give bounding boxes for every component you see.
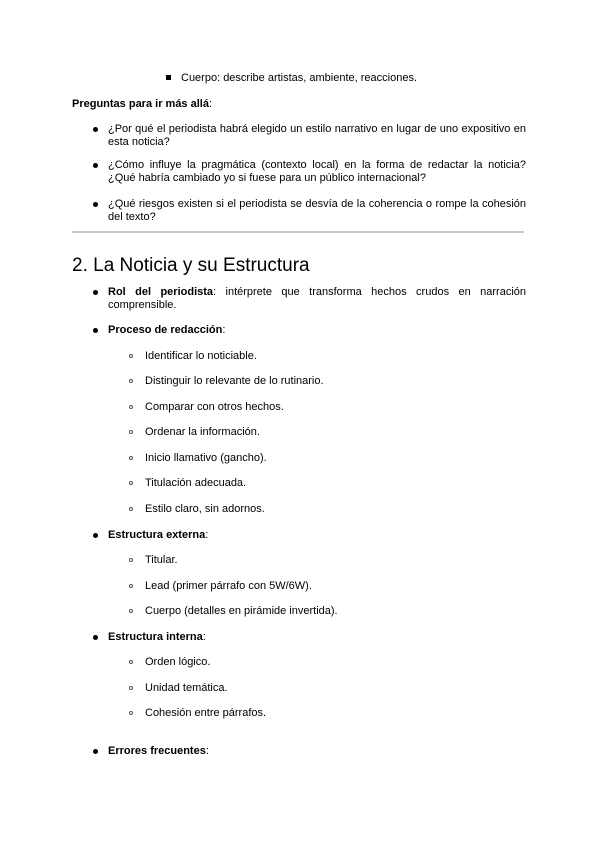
externa-item: Lead (primer párrafo con 5W/6W). [145, 580, 312, 592]
errores-colon: : [205, 745, 209, 757]
questions-heading-colon: : [208, 98, 213, 110]
question-1-line-1: ¿Por qué el periodista habrá elegido un estilo narrativo en lugar de uno expositivo en [108, 123, 526, 135]
externa-label: Estructura externa [108, 529, 206, 541]
interna-heading [108, 631, 206, 644]
bullet-icon [93, 533, 98, 538]
question-1 [108, 123, 526, 149]
question-3-line-2: del texto? [108, 211, 156, 223]
square-bullet-icon [166, 75, 171, 80]
circle-bullet-icon [129, 456, 133, 460]
proceso-item: Estilo claro, sin adornos. [145, 503, 265, 515]
proceso-item: Inicio llamativo (gancho). [145, 452, 267, 464]
questions-heading [72, 98, 212, 111]
questions-heading-label: Preguntas para ir más allá [72, 98, 209, 110]
bullet-icon [93, 635, 98, 640]
intro-list-item: Cuerpo: describe artistas, ambiente, reacciones. [181, 72, 418, 84]
circle-bullet-icon [129, 686, 133, 690]
proceso-item: Identificar lo noticiable. [145, 350, 257, 362]
proceso-label: Proceso de redacción [108, 324, 223, 336]
externa-item: Titular. [145, 554, 178, 566]
question-2 [108, 159, 526, 185]
question-3 [108, 198, 526, 224]
question-2-line-2: ¿Qué habría cambiado yo si fuese para un público internacional? [108, 172, 426, 184]
question-3-line-1: ¿Qué riesgos existen si el periodista se desvía de la coherencia o rompe la cohesión [108, 198, 526, 210]
interna-item: Cohesión entre párrafos. [145, 707, 267, 719]
circle-bullet-icon [129, 584, 133, 588]
circle-bullet-icon [129, 430, 133, 434]
interna-item: Orden lógico. [145, 656, 211, 668]
proceso-item: Ordenar la información. [145, 426, 260, 438]
circle-bullet-icon [129, 405, 133, 409]
bullet-icon [93, 328, 98, 333]
errores-heading [108, 745, 209, 758]
circle-bullet-icon [129, 379, 133, 383]
circle-bullet-icon [129, 481, 133, 485]
circle-bullet-icon [129, 711, 133, 715]
bullet-icon [93, 290, 98, 295]
bullet-icon [93, 127, 98, 132]
question-2-line-1: ¿Cómo influye la pragmática (contexto local) en la forma de redactar la noticia? [108, 159, 526, 171]
bullet-icon [93, 163, 98, 168]
circle-bullet-icon [129, 507, 133, 511]
rol-line-1 [108, 286, 526, 299]
proceso-colon: : [222, 324, 226, 336]
proceso-item: Titulación adecuada. [145, 477, 247, 489]
circle-bullet-icon [129, 558, 133, 562]
question-1-line-2: esta noticia? [108, 136, 170, 148]
errores-label: Errores frecuentes [108, 745, 206, 757]
interna-colon: : [202, 631, 206, 643]
circle-bullet-icon [129, 660, 133, 664]
circle-bullet-icon [129, 354, 133, 358]
interna-item: Unidad temática. [145, 682, 228, 694]
interna-label: Estructura interna [108, 631, 203, 643]
bullet-icon [93, 202, 98, 207]
proceso-heading [108, 324, 225, 337]
externa-item: Cuerpo (detalles en pirámide invertida). [145, 605, 338, 617]
proceso-item: Comparar con otros hechos. [145, 401, 284, 413]
circle-bullet-icon [129, 609, 133, 613]
rol-label: Rol del periodista [108, 286, 214, 298]
externa-heading [108, 529, 208, 542]
rol-line-2: comprensible. [108, 299, 177, 311]
rol-item [108, 286, 526, 312]
rol-text: : intérprete que transforma hechos crudos en narración [213, 286, 526, 298]
externa-colon: : [205, 529, 209, 541]
section-title: 2. La Noticia y su Estructura [72, 255, 310, 276]
bullet-icon [93, 749, 98, 754]
horizontal-divider [72, 231, 524, 233]
proceso-item: Distinguir lo relevante de lo rutinario. [145, 375, 324, 387]
